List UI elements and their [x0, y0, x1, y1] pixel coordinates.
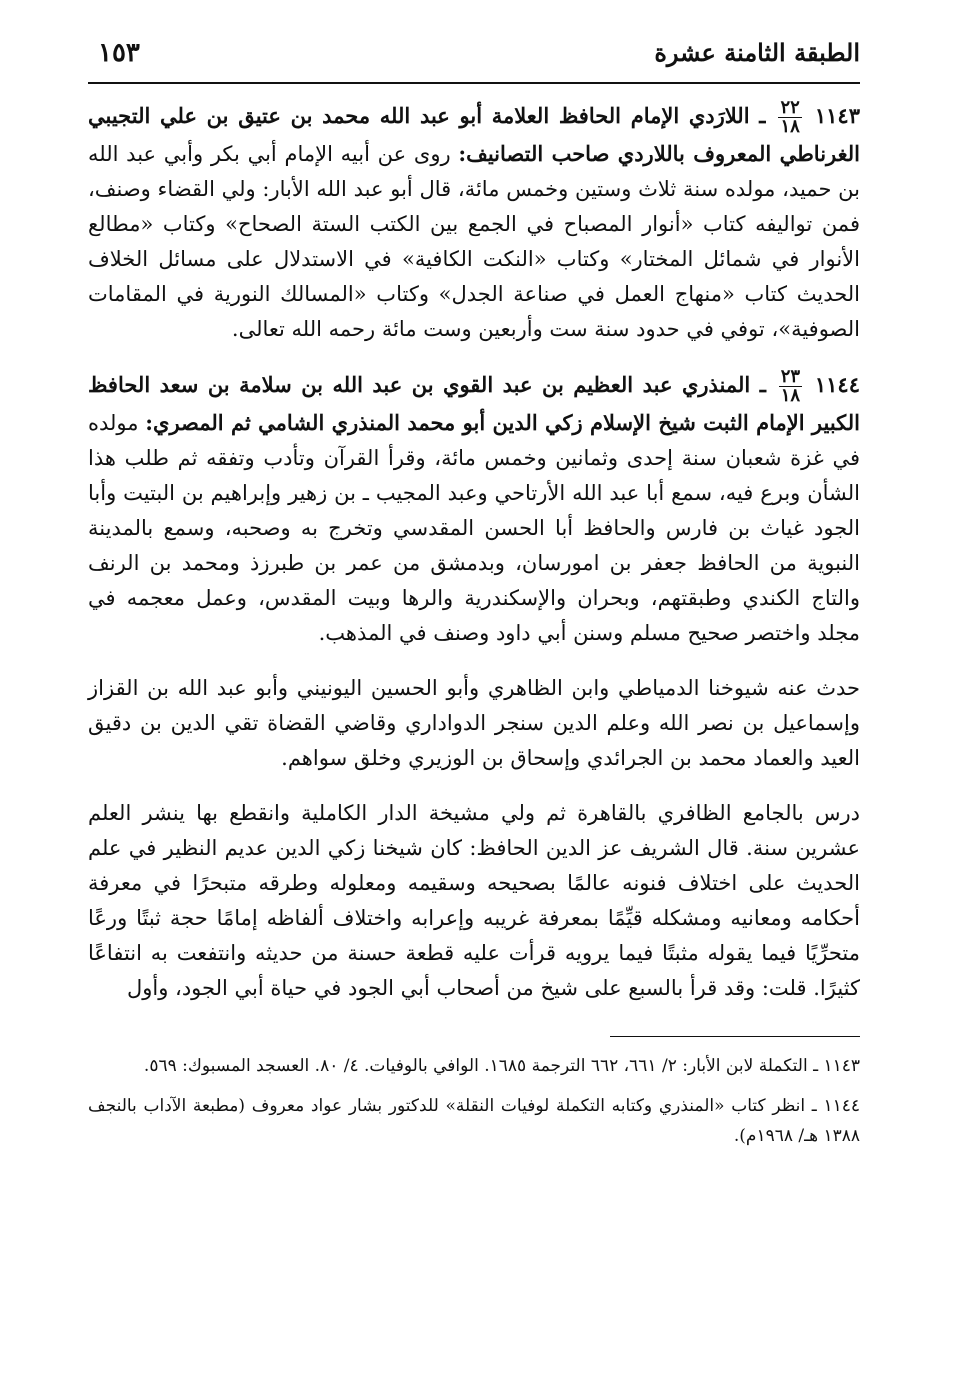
header-rule: [88, 82, 860, 84]
fraction-top: ٢٢: [780, 97, 800, 118]
fraction-bottom: ١٨: [780, 385, 801, 406]
body-paragraph: درس بالجامع الظافري بالقاهرة ثم ولي مشيخة الدار الكاملية وانقطع بها ينشر العلم عشرين سنة. قال الشريف عز الدين الحافظ: كان شيخنا زكي الدين عديم النظير في علم الحديث على اختلاف فنونه عالمًا بصحيحه وسقيمه ومعلوله وطرقه متبحرًا في معرفة أحكامه ومعانيه ومشكله قيِّمًا بمعرفة غريبه وإعرابه واختلاف ألفاظه إمامًا حجة ثبتًا ورعًا متحرِّيًا فيما يقوله مثبتًا فيما يرويه قرأت عليه قطعة حسنة من حديثه وانتفعت به انتفاعًا كثيرًا. قلت: وقد قرأ بالسبع على شيخ من أصحاب أبي الجود في حياة أبي الجود، وأول: [88, 801, 860, 1000]
body-paragraph: حدث عنه شيوخنا الدمياطي وابن الظاهري وأبو الحسين اليونيني وأبو عبد الله بن القزاز وإسماعيل بن نصر الله وعلم الدين سنجر الدواداري وقاضي القضاة تقي الدين بن دقيق العيد والعماد محمد بن الجرائدي وإسحاق بن الوزيري وخلق سواهم.: [88, 676, 860, 770]
footnote-rule: [610, 1036, 860, 1037]
biography-entry: [88, 367, 860, 651]
footnote: ١١٤٣ ـ التكملة لابن الأبار: ٢/ ٦٦١، ٦٦٢ الترجمة ١٦٨٥. الوافي بالوفيات. ٤/ ٨٠. العسجد المسبوك: ٥٦٩.: [143, 1056, 860, 1076]
entry-number: ١١٤٣: [814, 103, 860, 128]
book-page: [88, 38, 860, 1161]
page-number: ١٥٣: [98, 38, 140, 68]
footnote: ١١٤٤ ـ انظر كتاب «المنذري وكتابه التكملة لوفيات النقلة» للدكتور بشار عواد معروف (مطبعة الآداب بالنجف ١٣٨٨ هـ/ ١٩٦٨م).: [88, 1096, 860, 1146]
fraction-bottom: ١٨: [780, 116, 800, 137]
entry-heading: ـ المنذري عبد العظيم بن عبد القوي بن عبد الله بن سلامة بن سعد الحافظ الكبير الإمام الثبت شيخ الإسلام زكي الدين أبو محمد المنذري الشامي ثم المصري:: [88, 372, 860, 435]
entry-fraction: [779, 368, 802, 405]
running-title: الطبقة الثامنة عشرة: [654, 38, 860, 67]
entry-number: ١١٤٤: [814, 372, 860, 397]
entry-body: روى عن أبيه الإمام أبي بكر وأبي عبد الله بن حميد، مولده سنة ثلاث وستين وخمس مائة، قال أبو عبد الله الأبار: ولي القضاء وصنف، فمن تواليفه كتاب «أنوار المصباح في الجمع بين الكتب الستة الصحاح» وكتاب «مطالع الأنوار في شمائل المختار» وكتاب «النكت الكافية» في الاستدلال على مسائل الخلاف الحديث كتاب «منهاج العمل في صناعة الجدل» وكتاب «المسالك النورية في المقامات الصوفية»، توفي في حدود سنة ست وأربعين وست مائة رحمه الله تعالى.: [88, 142, 861, 341]
entry-fraction: [778, 99, 801, 136]
fraction-top: ٢٣: [780, 366, 801, 387]
page-header: [88, 38, 860, 82]
biography-entry: [88, 98, 860, 347]
entry-body: مولده في غزة شعبان سنة إحدى وثمانين وخمس مائة، وقرأ القرآن وتأدب وتفقه ثم طلب هذا الشأن وبرع فيه، سمع أبا عبد الله الأرتاحي وعبد المجيب ـ بن زهير وإبراهيم بن البتيت وأبا الجود غياث بن فارس والحافظ أبا الحسن المقدسي وتخرج به وصحبه، وسمع بالمدينة النبوية من الحافظ جعفر بن امورسان، وبدمشق من عمر بن طبرزذ ومحمد بن الرنف والتاج الكندي وطبقتهم، وبحران والإسكندرية والرها وبيت المقدس، وعمل معجمه في مجلد واختصر صحيح مسلم وسنن أبي داود وصنف في المذهب.: [88, 411, 860, 645]
entry-heading: ـ اللارَدي الإمام الحافظ العلامة أبو عبد الله محمد بن عتيق بن علي التجيبي الغرناطي المعروف باللاردي صاحب التصانيف:: [88, 103, 860, 166]
